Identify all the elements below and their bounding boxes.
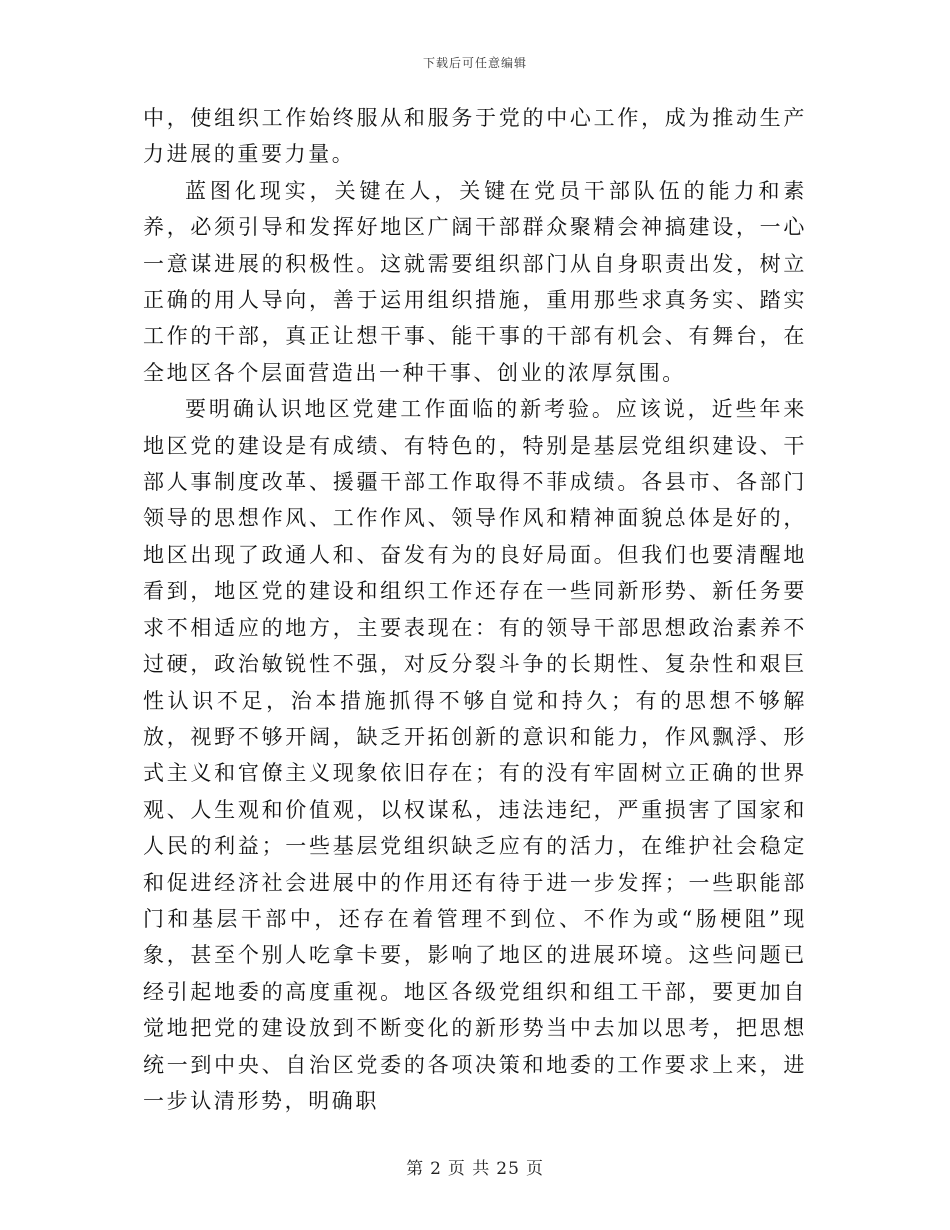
footer-suffix: 页	[525, 1159, 544, 1179]
footer-prefix: 第	[406, 1159, 425, 1179]
paragraph-continuation: 中，使组织工作始终服从和服务于党的中心工作，成为推动生产力进展的重要力量。	[143, 106, 807, 167]
paragraph-blueprint: 蓝图化现实，关键在人，关键在党员干部队伍的能力和素养，必须引导和发挥好地区广阔干部群众聚精会神搞建设，一心一意谋进展的积极性。这就需要组织部门从自身职责出发，树立正确的用人导向，善于运用组织措施，重用那些求真务实、踏实工作的干部，真正让想干事、能干事的干部有机会、有舞台，在全地区各个层面营造出一种干事、创业的浓厚氛围。	[143, 178, 807, 385]
header-note: 下载后可任意编辑	[422, 56, 527, 70]
page-header	[0, 54, 950, 71]
document-body	[143, 100, 807, 1119]
paragraph-new-challenges: 要明确认识地区党建工作面临的新考验。应该说，近些年来地区党的建设是有成绩、有特色的，特别是基层党组织建设、干部人事制度改革、援疆干部工作取得不菲成绩。各县市、各部门领导的思想作风、工作作风、领导作风和精神面貌总体是好的，地区出现了政通人和、奋发有为的良好局面。但我们也要清醒地看到，地区党的建设和组织工作还存在一些同新形势、新任务要求不相适应的地方，主要表现在：有的领导干部思想政治素养不过硬，政治敏锐性不强，对反分裂斗争的长期性、复杂性和艰巨性认识不足，治本措施抓得不够自觉和持久；有的思想不够解放，视野不够开阔，缺乏开拓创新的意识和能力，作风飘浮、形式主义和官僚主义现象依旧存在；有的没有牢固树立正确的世界观、人生观和价值观，以权谋私，违法违纪，严重损害了国家和人民的利益；一些基层党组织缺乏应有的活力，在维护社会稳定和促进经济社会进展中的作用还有待于进一步发挥；一些职能部门和基层干部中，还存在着管理不到位、不作为或“肠梗阻”现象，甚至个别人吃拿卡要，影响了地区的进展环境。这些问题已经引起地委的高度重视。地区各级党组织和组工干部，要更加自觉地把党的建设放到不断变化的新形势当中去加以思考，把思想统一到中央、自治区党委的各项决策和地委的工作要求上来，进一步认清形势，明确职	[143, 397, 807, 1113]
footer-total-pages: 25	[496, 1159, 520, 1179]
footer-middle: 页 共	[447, 1159, 491, 1179]
page-footer	[0, 1154, 950, 1179]
footer-current-page: 2	[430, 1159, 442, 1179]
